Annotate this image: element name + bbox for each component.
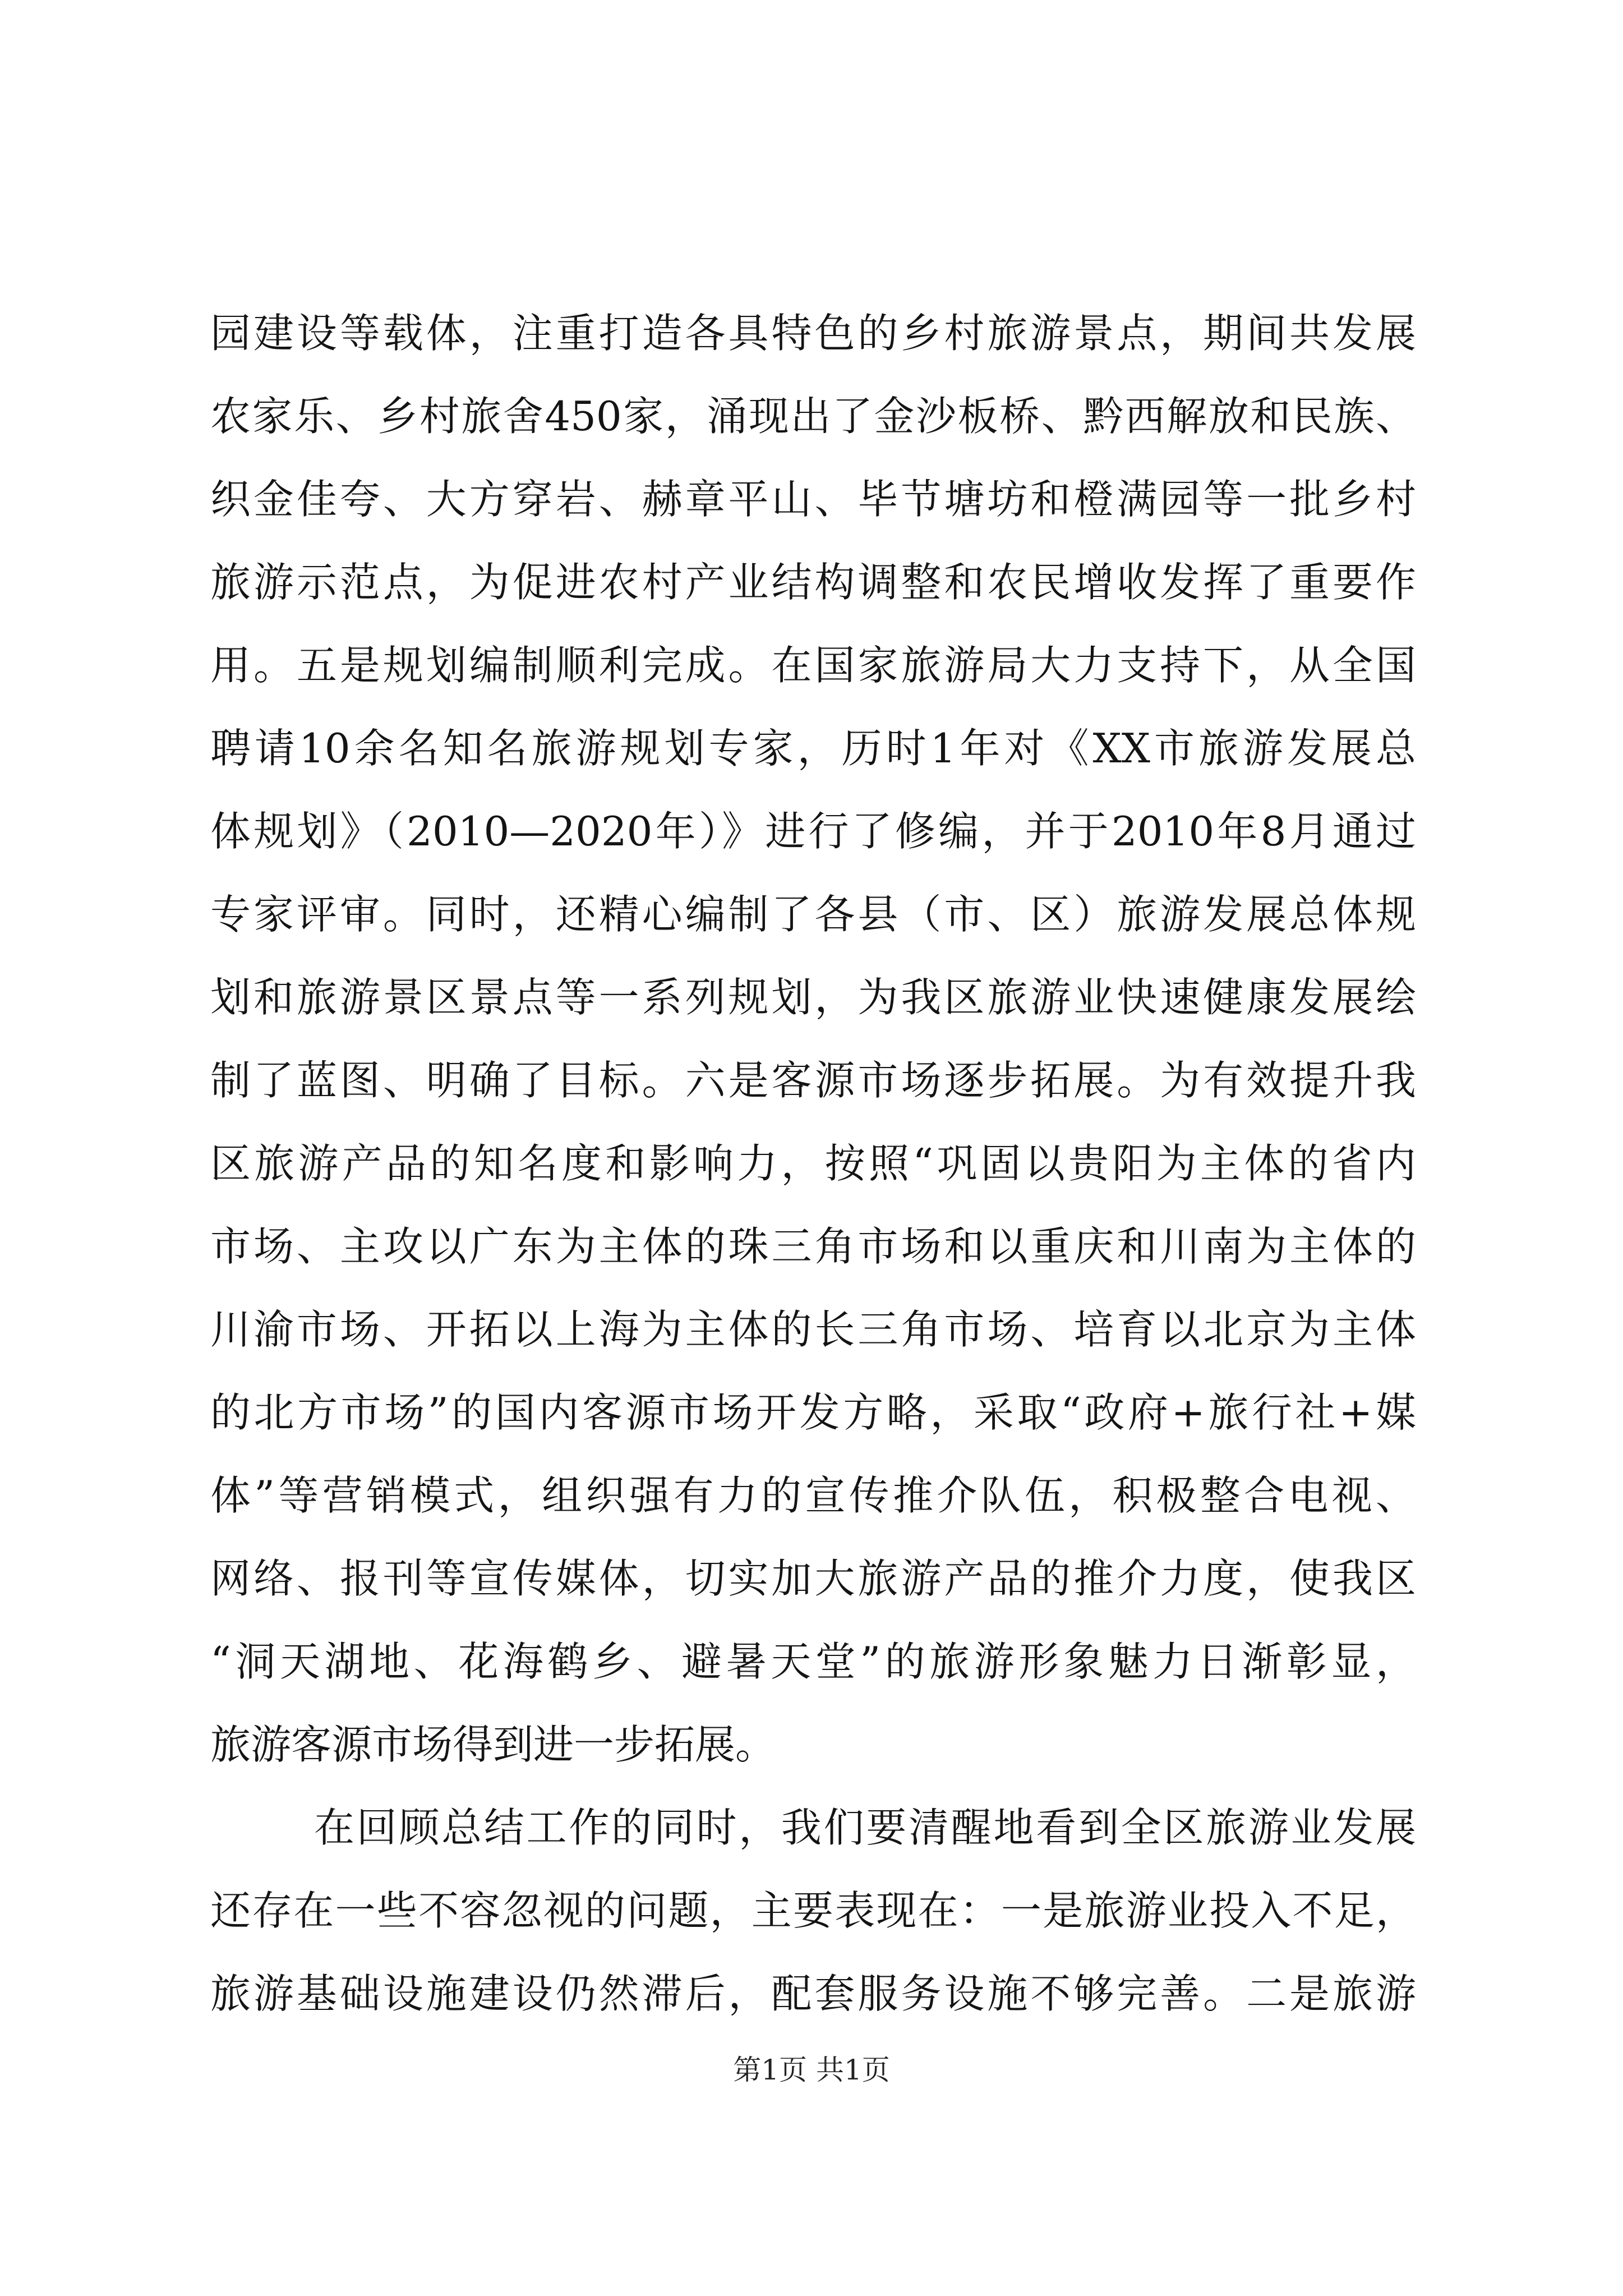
text-line: 制了蓝图、明确了目标。六是客源市场逐步拓展。为有效提升我 xyxy=(210,1057,1416,1104)
text-line: 体”等营销模式，组织强有力的宣传推介队伍，积极整合电视、 xyxy=(210,1472,1416,1519)
page-footer: 第1页 共1页 xyxy=(733,2054,890,2086)
text-line: 专家评审。同时，还精心编制了各县（市、区）旅游发展总体规 xyxy=(210,891,1416,938)
text-line: 旅游示范点，为促进农村产业结构调整和农民增收发挥了重要作 xyxy=(210,559,1416,606)
body-text xyxy=(210,292,1416,2035)
paragraph-first-line: 在回顾总结工作的同时，我们要清醒地看到全区旅游业发展 xyxy=(314,1804,1416,1851)
text-line: 网络、报刊等宣传媒体，切实加大旅游产品的推介力度，使我区 xyxy=(210,1555,1416,1602)
text-line: 体规划》（2010—2020年）》进行了修编，并于2010年8月通过 xyxy=(210,808,1416,855)
text-line: 聘请10余名知名旅游规划专家，历时1年对《XX市旅游发展总 xyxy=(210,725,1416,772)
text-line: 市场、主攻以广东为主体的珠三角市场和以重庆和川南为主体的 xyxy=(210,1223,1416,1270)
text-line: 农家乐、乡村旅舍450家，涌现出了金沙板桥、黔西解放和民族、 xyxy=(210,393,1416,440)
text-line: 织金佳夸、大方穿岩、赫章平山、毕节塘坊和橙满园等一批乡村 xyxy=(210,476,1416,523)
text-line: 还存在一些不容忽视的问题，主要表现在：一是旅游业投入不足， xyxy=(210,1887,1416,1934)
text-line: 旅游客源市场得到进一步拓展。 xyxy=(210,1721,776,1768)
text-line: 川渝市场、开拓以上海为主体的长三角市场、培育以北京为主体 xyxy=(210,1306,1416,1353)
text-line: 用。五是规划编制顺利完成。在国家旅游局大力支持下，从全国 xyxy=(210,642,1416,689)
text-line: 园建设等载体，注重打造各具特色的乡村旅游景点，期间共发展 xyxy=(210,310,1416,357)
text-line: 划和旅游景区景点等一系列规划，为我区旅游业快速健康发展绘 xyxy=(210,974,1416,1021)
text-line: “洞天湖地、花海鹤乡、避暑天堂”的旅游形象魅力日渐彰显， xyxy=(210,1638,1416,1685)
text-line: 的北方市场”的国内客源市场开发方略，采取“政府+旅行社+媒 xyxy=(210,1389,1416,1436)
text-line: 旅游基础设施建设仍然滞后，配套服务设施不够完善。二是旅游 xyxy=(210,1970,1416,2017)
text-line: 区旅游产品的知名度和影响力，按照“巩固以贵阳为主体的省内 xyxy=(210,1140,1416,1187)
